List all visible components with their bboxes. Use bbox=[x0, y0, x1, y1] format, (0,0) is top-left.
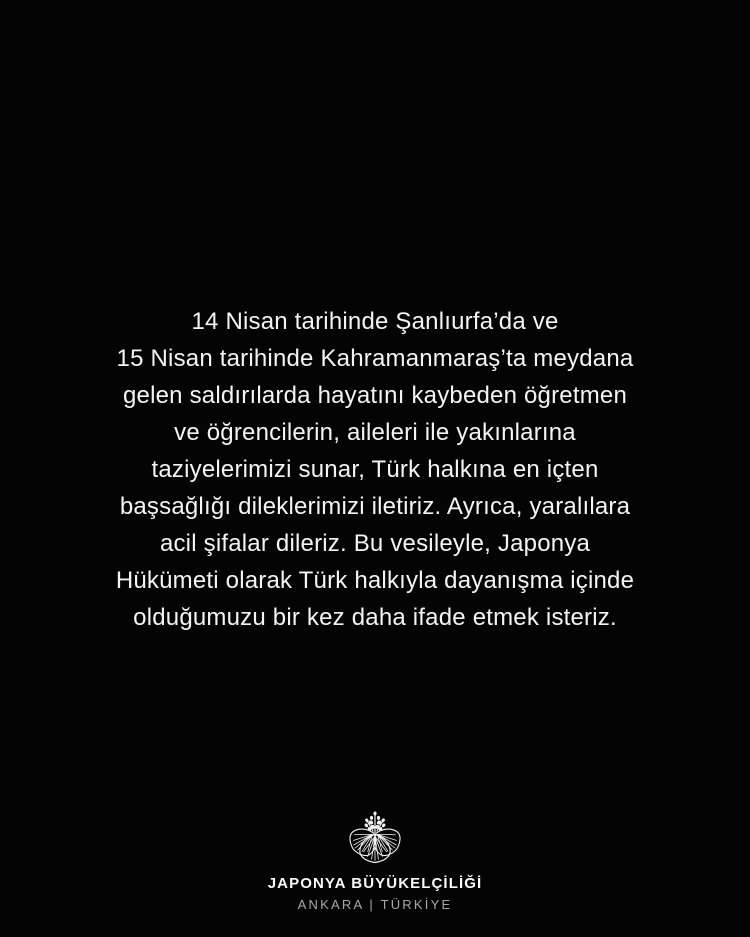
message-line: Hükümeti olarak Türk halkıyla dayanışma içinde bbox=[115, 567, 635, 594]
condolence-message bbox=[0, 303, 750, 636]
message-line: ve öğrencilerin, aileleri ile yakınlarına bbox=[174, 419, 576, 446]
message-line: taziyelerimizi sunar, Türk halkına en içten bbox=[151, 456, 599, 483]
message-line: 15 Nisan tarihinde Kahramanmaraş’ta meydana bbox=[116, 345, 634, 372]
message-line: 14 Nisan tarihinde Şanlıurfa’da ve bbox=[191, 308, 559, 335]
message-line: olduğumuzu bir kez daha ifade etmek isteriz. bbox=[133, 604, 617, 631]
message-line: gelen saldırılarda hayatını kaybeden öğretmen bbox=[123, 382, 627, 409]
embassy-location: ANKARA | TÜRKİYE bbox=[297, 897, 453, 912]
embassy-name: JAPONYA BÜYÜKELÇİLİĞİ bbox=[267, 875, 483, 892]
message-line: acil şifalar dileriz. Bu vesileyle, Japonya bbox=[159, 530, 591, 557]
message-line: başsağlığı dileklerimizi iletiriz. Ayrıca, yaralılara bbox=[119, 493, 631, 520]
paulownia-crest-icon bbox=[340, 809, 410, 867]
embassy-footer bbox=[0, 809, 750, 913]
